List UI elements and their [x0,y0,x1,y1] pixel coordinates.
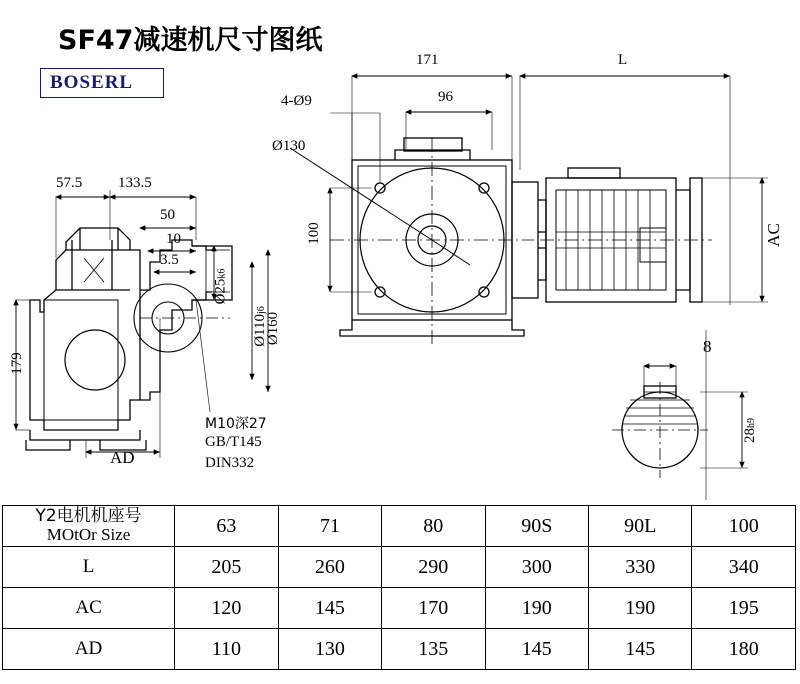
table-cell: 300 [485,547,588,588]
note-thread-3: DIN332 [205,455,255,471]
dim-key-28 [742,418,759,443]
table-cell: 190 [485,588,588,629]
table-cell: 205 [175,547,278,588]
dim-50: 50 [160,207,175,223]
dim-d160: Ø160 [265,311,282,346]
table-row-label: AD [3,629,175,670]
dim-57-5: 57.5 [56,175,83,191]
table-cell: 330 [588,547,691,588]
dim-171: 171 [416,52,439,68]
dim-d25-value: Ø25 [212,278,229,305]
table-row-header [3,506,796,547]
table-cell: 260 [278,547,381,588]
note-thread-2: GB/T145 [205,434,262,450]
table-row [3,629,796,670]
table-cell: 130 [278,629,381,670]
table-cell: 90S [485,506,588,547]
table-cell: 145 [278,588,381,629]
dim-133-5: 133.5 [118,175,152,191]
dimension-table [2,505,796,670]
dim-key-28-value: 28 [742,428,758,443]
table-header-label-en: MOtOr Size [46,525,131,544]
table-row-label: L [3,547,175,588]
dim-key-28-tol: h9 [746,418,757,428]
dim-d110-tol: j6 [255,306,267,314]
table-cell: 80 [382,506,485,547]
table-cell: 180 [692,629,796,670]
table-cell: 110 [175,629,278,670]
dim-100: 100 [305,222,322,245]
dim-96: 96 [438,89,453,105]
dim-d130: Ø130 [272,138,306,154]
table-cell: 90L [588,506,691,547]
dim-d110-value: Ø110 [251,314,268,347]
dim-AD: AD [110,448,135,467]
table-cell: 145 [588,629,691,670]
table-cell: 340 [692,547,796,588]
dim-179: 179 [8,352,25,375]
dim-d25 [212,269,229,305]
page-title: SF47减速机尺寸图纸 [58,25,323,56]
logo-text: BOSERL [50,72,134,93]
table-cell: 100 [692,506,796,547]
table-header-label-cn: Y2电机机座号 [35,506,142,527]
table-row-label: AC [3,588,175,629]
table-cell: 71 [278,506,381,547]
table-cell: 135 [382,629,485,670]
table-cell: 120 [175,588,278,629]
dim-3-5: 3.5 [160,252,179,268]
table-cell: 63 [175,506,278,547]
dim-10: 10 [166,231,181,247]
dim-d25-tol: k6 [216,268,228,279]
table-header-label [3,506,175,547]
dim-key-8: 8 [703,337,712,356]
dim-4-hole: 4-Ø9 [281,93,312,109]
table-cell: 145 [485,629,588,670]
table-cell: 190 [588,588,691,629]
dim-L-top: L [618,52,628,68]
table-cell: 195 [692,588,796,629]
table-cell: 170 [382,588,485,629]
note-thread-1: M10深27 [205,416,267,432]
dim-AC: AC [763,223,783,247]
table-row [3,547,796,588]
table-row [3,588,796,629]
table-cell: 290 [382,547,485,588]
